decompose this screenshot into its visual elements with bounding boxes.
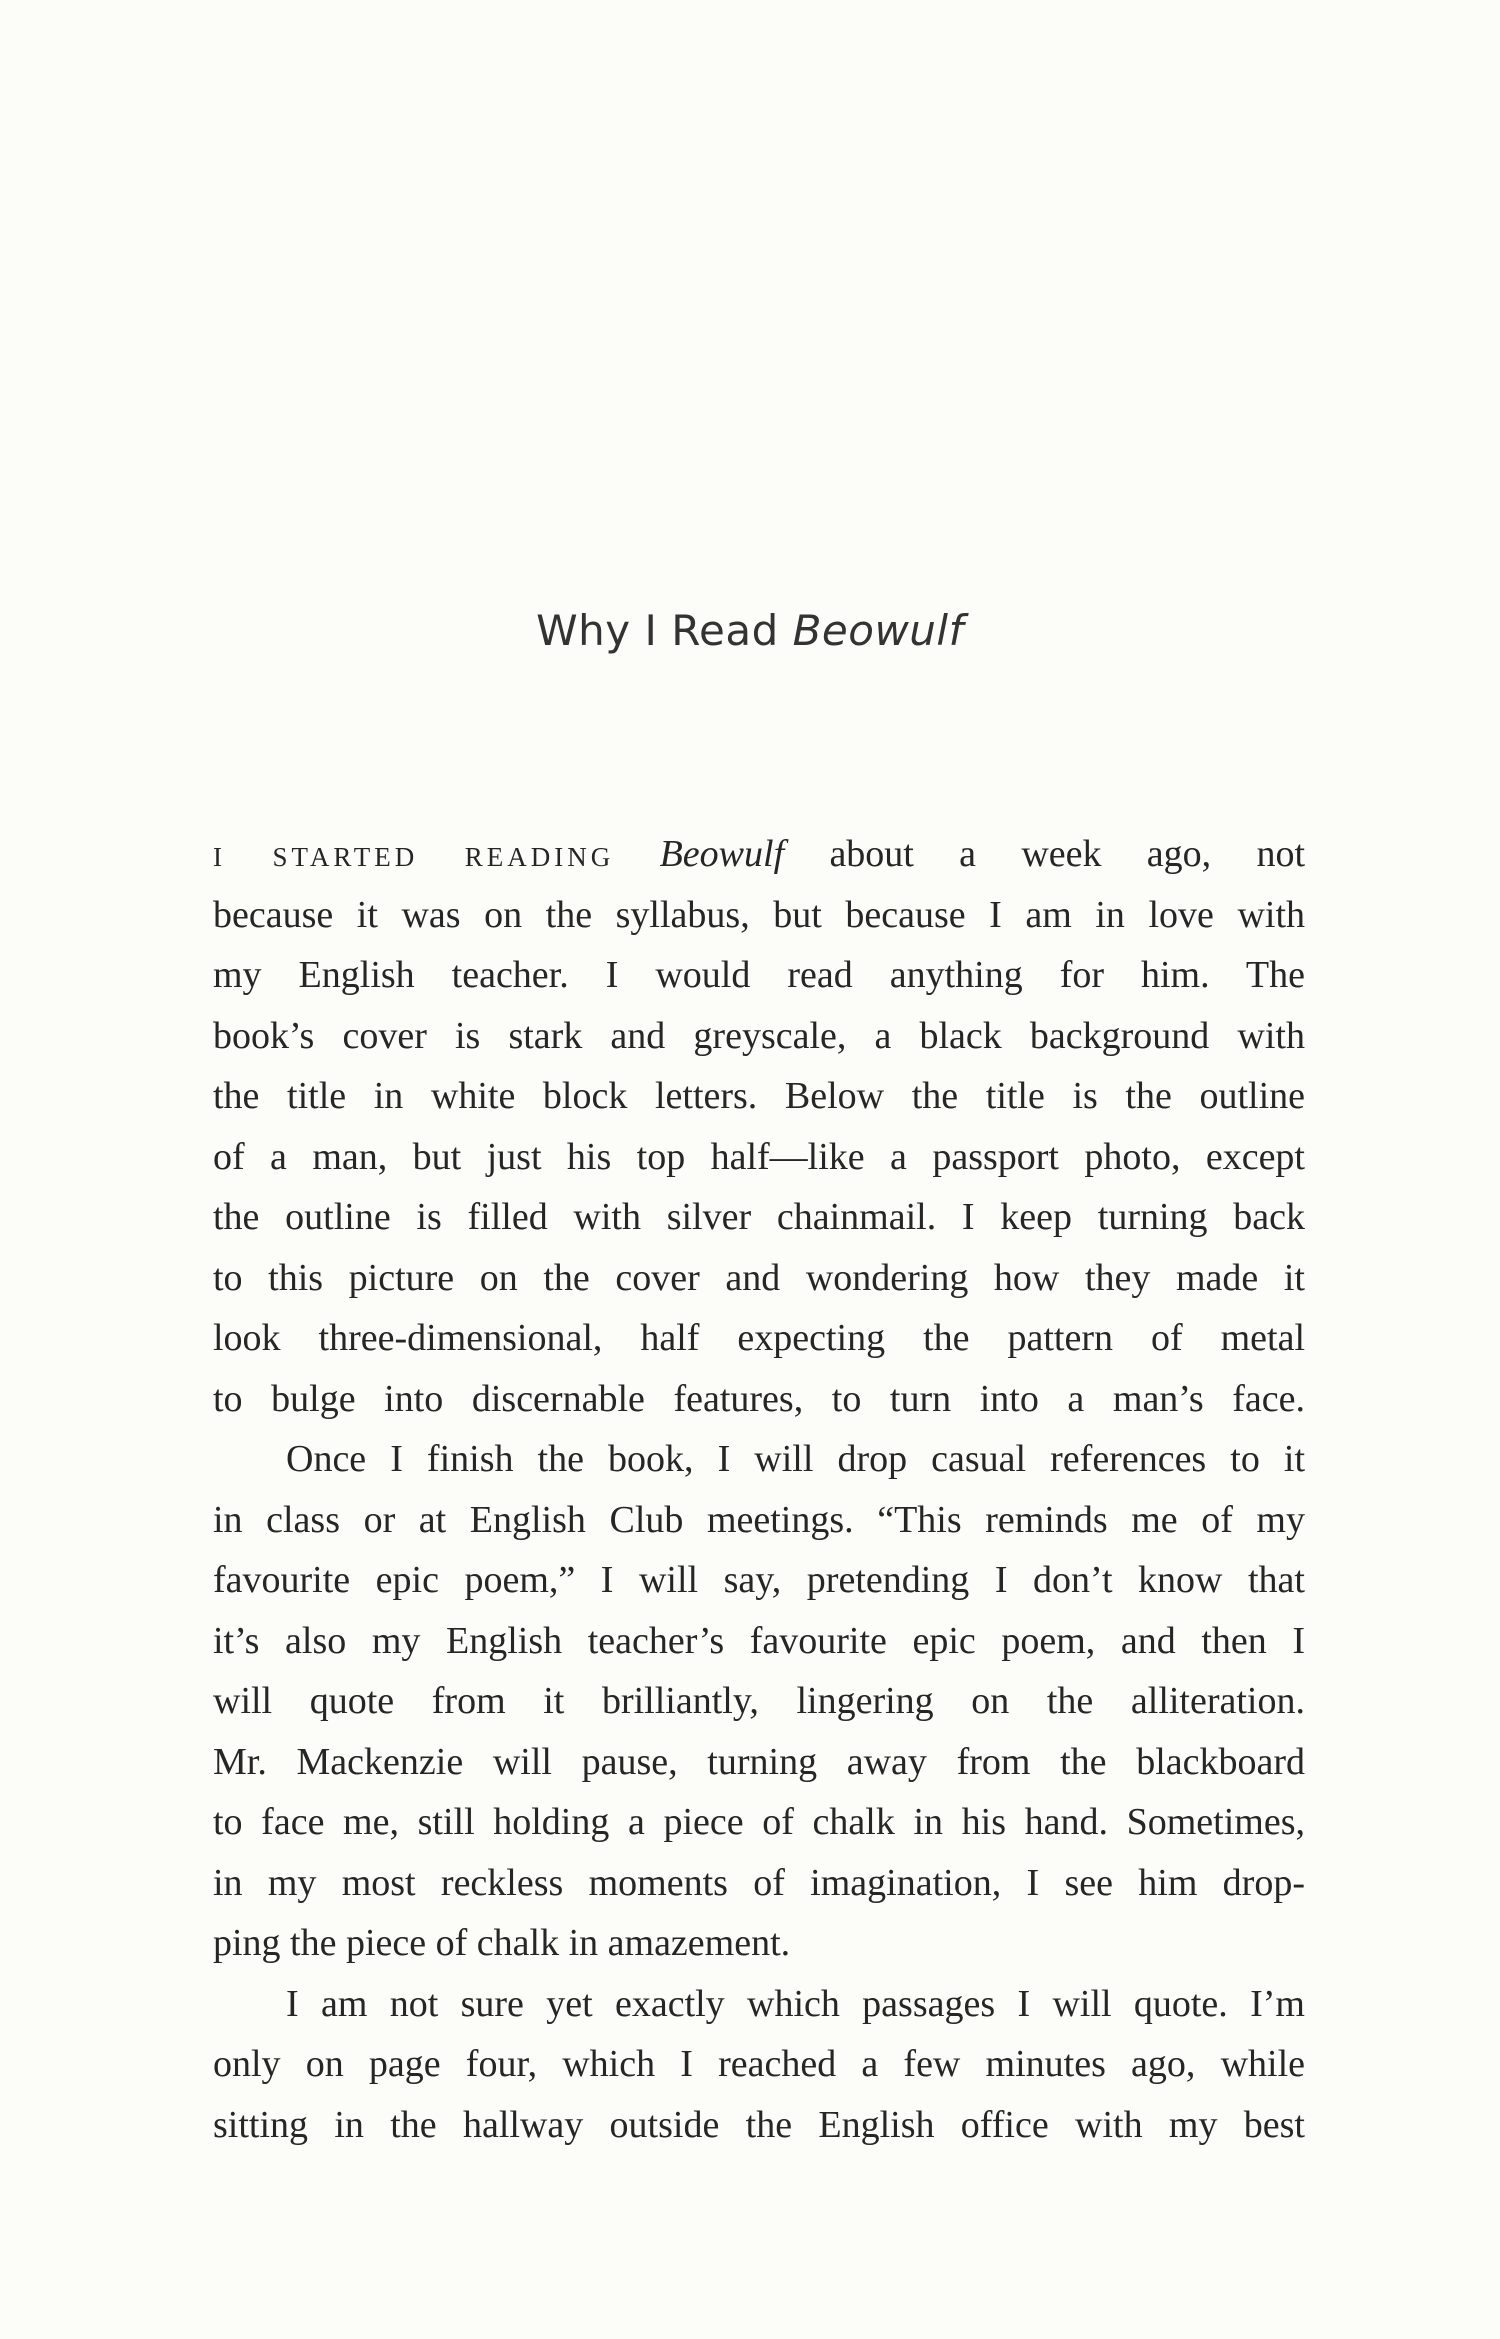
text-line: the outline is filled with silver chainmail. I keep turning back: [213, 1196, 1305, 1238]
text-line: to this picture on the cover and wondering how they made it: [213, 1256, 1305, 1299]
text-line: [213, 824, 1305, 885]
text-line: because it was on the syllabus, but because I am in love with: [213, 893, 1305, 936]
text-line: Mr. Mackenzie will pause, turning away from the blackboard: [213, 1740, 1305, 1783]
text-line: my English teacher. I would read anything for him. The: [213, 954, 1305, 996]
chapter-title: [0, 606, 1500, 655]
text-line: ping the piece of chalk in amazement.: [213, 1922, 791, 1964]
text-line: it’s also my English teacher’s favourite epic poem, and then I: [213, 1619, 1305, 1662]
text-line: book’s cover is stark and greyscale, a black background with: [213, 1014, 1305, 1057]
text-line: to face me, still holding a piece of chalk in his hand. Sometimes,: [213, 1801, 1305, 1843]
text-line: look three-dimensional, half expecting the pattern of metal: [213, 1317, 1305, 1359]
text-line: only on page four, which I reached a few minutes ago, while: [213, 2043, 1305, 2085]
text-line: favourite epic poem,” I will say, pretending I don’t know that: [213, 1559, 1305, 1601]
book-title-italic: Beowulf: [659, 833, 785, 875]
text-line: I am not sure yet exactly which passages I will quote. I’m: [286, 1982, 1305, 2025]
text-line: sitting in the hallway outside the English office with my best: [213, 2103, 1305, 2146]
chapter-title-prefix: Why I Read: [536, 606, 793, 656]
text-line: of a man, but just his top half—like a passport photo, except: [213, 1135, 1305, 1178]
opening-smallcaps: I STARTED READING: [213, 842, 615, 872]
text-line: the title in white block letters. Below the title is the outline: [213, 1075, 1305, 1117]
first-line-rest: about a week ago, not: [829, 833, 1306, 875]
chapter-body: [213, 824, 1305, 2155]
text-line: Once I finish the book, I will drop casual references to it: [286, 1438, 1305, 1480]
text-line: to bulge into discernable features, to turn into a man’s face.: [213, 1377, 1305, 1420]
text-line: in class or at English Club meetings. “This reminds me of my: [213, 1498, 1305, 1541]
chapter-title-italic: Beowulf: [792, 606, 964, 656]
text-line: will quote from it brilliantly, lingering on the alliteration.: [213, 1680, 1305, 1722]
text-line: in my most reckless moments of imagination, I see him drop-: [213, 1861, 1305, 1904]
